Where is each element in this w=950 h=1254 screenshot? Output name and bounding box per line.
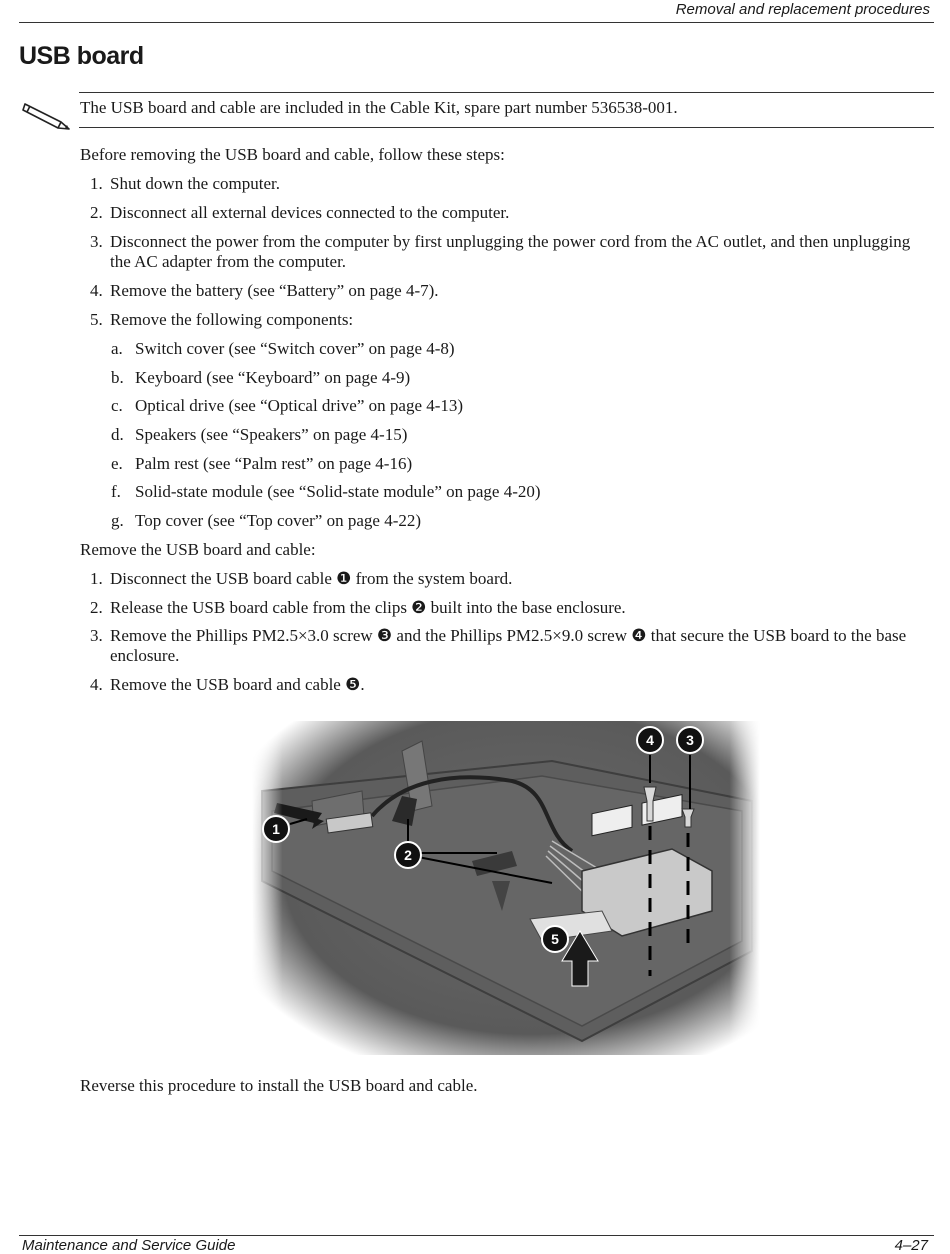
component-item: Solid-state module (see “Solid-state module” on page 4-20) <box>135 482 541 501</box>
component-item: Keyboard (see “Keyboard” on page 4-9) <box>135 368 411 387</box>
running-header: Removal and replacement procedures <box>675 1 930 18</box>
pencil-note-icon <box>21 98 75 132</box>
step-number: 2. <box>90 598 103 617</box>
footer-guide-title: Maintenance and Service Guide <box>22 1237 236 1254</box>
closing-text: Reverse this procedure to install the USB board and cable. <box>80 1076 478 1095</box>
prep-intro: Before removing the USB board and cable, follow these steps: <box>80 145 505 164</box>
footer-rule <box>19 1235 934 1236</box>
remove-step: Remove the Phillips PM2.5×3.0 screw ❸ and the Phillips PM2.5×9.0 screw ❹ that secure the USB board to the base enclosure. <box>110 626 907 665</box>
step-number: 1. <box>90 569 103 588</box>
step-number: 3. <box>90 626 103 645</box>
callout-1 <box>263 816 289 842</box>
remove-step: Disconnect the USB board cable ❶ from the system board. <box>110 569 513 588</box>
svg-text:2: 2 <box>404 847 412 863</box>
component-letter: f. <box>111 482 121 501</box>
component-item: Switch cover (see “Switch cover” on page 4-8) <box>135 339 455 358</box>
svg-text:1: 1 <box>272 821 280 837</box>
prep-step: Shut down the computer. <box>110 174 280 193</box>
step-number: 1. <box>90 174 103 193</box>
step-number: 4. <box>90 281 103 300</box>
note-text: The USB board and cable are included in the Cable Kit, spare part number 536538-001. <box>80 98 678 117</box>
component-item: Top cover (see “Top cover” on page 4-22) <box>135 511 422 530</box>
remove-step: Release the USB board cable from the clips ❷ built into the base enclosure. <box>110 598 626 617</box>
callout-5 <box>542 926 568 952</box>
prep-step: Disconnect all external devices connected to the computer. <box>110 203 510 222</box>
component-letter: g. <box>111 511 124 530</box>
component-letter: c. <box>111 396 123 415</box>
prep-step: Remove the following components: <box>110 310 354 329</box>
callout-2 <box>395 842 421 868</box>
svg-text:5: 5 <box>551 931 559 947</box>
step-number: 3. <box>90 232 103 251</box>
component-item: Palm rest (see “Palm rest” on page 4-16) <box>135 454 413 473</box>
remove-step: Remove the USB board and cable ❺. <box>110 675 365 694</box>
usb-board-removal-figure <box>252 721 760 1055</box>
step-number: 5. <box>90 310 103 329</box>
component-item: Speakers (see “Speakers” on page 4-15) <box>135 425 408 444</box>
component-letter: a. <box>111 339 123 358</box>
svg-text:3: 3 <box>686 732 694 748</box>
svg-text:4: 4 <box>646 732 654 748</box>
prep-step: Disconnect the power from the computer by first unplugging the power cord from the AC outlet, and then unplugging the AC adapter from the computer. <box>110 232 911 271</box>
prep-step: Remove the battery (see “Battery” on page 4-7). <box>110 281 439 300</box>
note-rule-bottom <box>79 127 934 128</box>
step-number: 4. <box>90 675 103 694</box>
step-number: 2. <box>90 203 103 222</box>
component-item: Optical drive (see “Optical drive” on page 4-13) <box>135 396 464 415</box>
component-letter: b. <box>111 368 124 387</box>
note-rule-top <box>79 92 934 93</box>
footer-page-number: 4–27 <box>894 1237 928 1254</box>
callout-3 <box>677 727 703 753</box>
remove-intro: Remove the USB board and cable: <box>80 540 316 559</box>
component-letter: e. <box>111 454 123 473</box>
callout-4 <box>637 727 663 753</box>
component-letter: d. <box>111 425 124 444</box>
page-title: USB board <box>19 42 144 70</box>
header-rule <box>19 22 934 23</box>
